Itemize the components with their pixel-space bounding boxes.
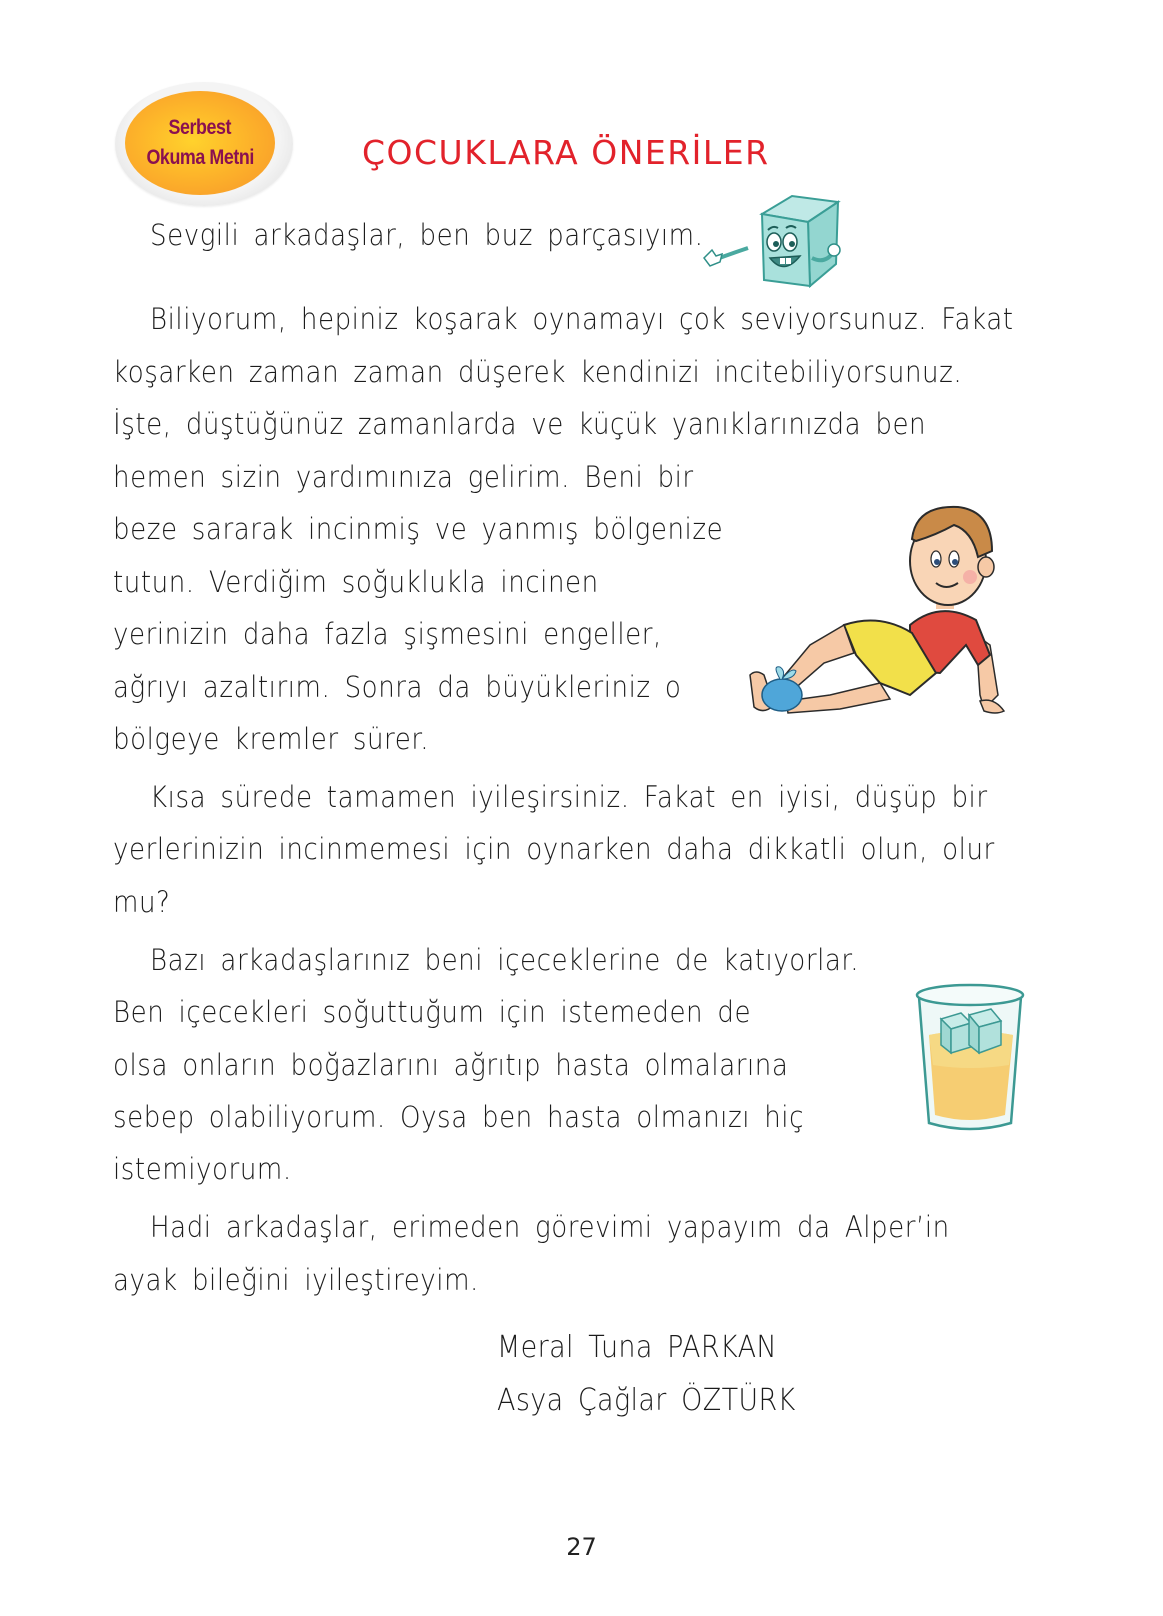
text-line: tutun. Verdiğim soğuklukla incinen — [113, 565, 599, 599]
text-line: koşarken zaman zaman düşerek kendinizi incitebiliyorsunuz. — [113, 355, 963, 389]
ice-cube-icon — [700, 192, 850, 292]
text-line: Sevgili arkadaşlar, ben buz parçasıyım. — [150, 218, 704, 252]
text-line: istemiyorum. — [113, 1152, 292, 1186]
text-line: Kısa sürede tamamen iyileşirsiniz. Fakat en iyisi, düşüp bir — [150, 780, 988, 814]
free-reading-badge — [115, 82, 293, 206]
text-line: Ben içecekleri soğuttuğum için istemeden de — [113, 995, 752, 1029]
text-line: ayak bileğini iyileştireyim. — [113, 1263, 479, 1297]
text-line: Hadi arkadaşlar, erimeden görevimi yapayım da Alper’in — [150, 1210, 950, 1244]
glass-with-ice-icon — [905, 975, 1035, 1135]
badge-fill — [125, 91, 275, 195]
text-line: mu? — [113, 885, 171, 919]
text-line: bölgeye kremler sürer. — [113, 722, 430, 756]
boy-with-ice-pack-icon — [740, 495, 1020, 735]
page-title: ÇOCUKLARA ÖNERİLER — [362, 133, 770, 172]
text-line: olsa onların boğazlarını ağrıtıp hasta olmalarına — [113, 1048, 789, 1082]
author-name: Asya Çağlar ÖZTÜRK — [497, 1383, 796, 1418]
text-line: yerinizin daha fazla şişmesini engeller, — [113, 617, 662, 651]
badge-line-1: Serbest — [168, 116, 232, 139]
text-line: İşte, düştüğünüz zamanlarda ve küçük yanıklarınızda ben — [113, 407, 927, 441]
text-line: sebep olabiliyorum. Oysa ben hasta olmanızı hiç — [113, 1100, 804, 1134]
author-name: Meral Tuna PARKAN — [497, 1330, 777, 1365]
text-line: ağrıyı azaltırım. Sonra da büyükleriniz o — [113, 670, 682, 704]
text-line: Biliyorum, hepiniz koşarak oynamayı çok seviyorsunuz. Fakat — [150, 302, 1014, 336]
text-line: Bazı arkadaşlarınız beni içeceklerine de katıyorlar. — [150, 943, 860, 977]
text-line: beze sararak incinmiş ve yanmış bölgenize — [113, 512, 724, 546]
text-line: hemen sizin yardımınıza gelirim. Beni bir — [113, 460, 694, 494]
text-line: yerlerinizin incinmemesi için oynarken daha dikkatli olun, olur — [113, 832, 995, 866]
page-number: 27 — [566, 1533, 597, 1561]
badge-line-2: Okuma Metni — [146, 146, 254, 169]
